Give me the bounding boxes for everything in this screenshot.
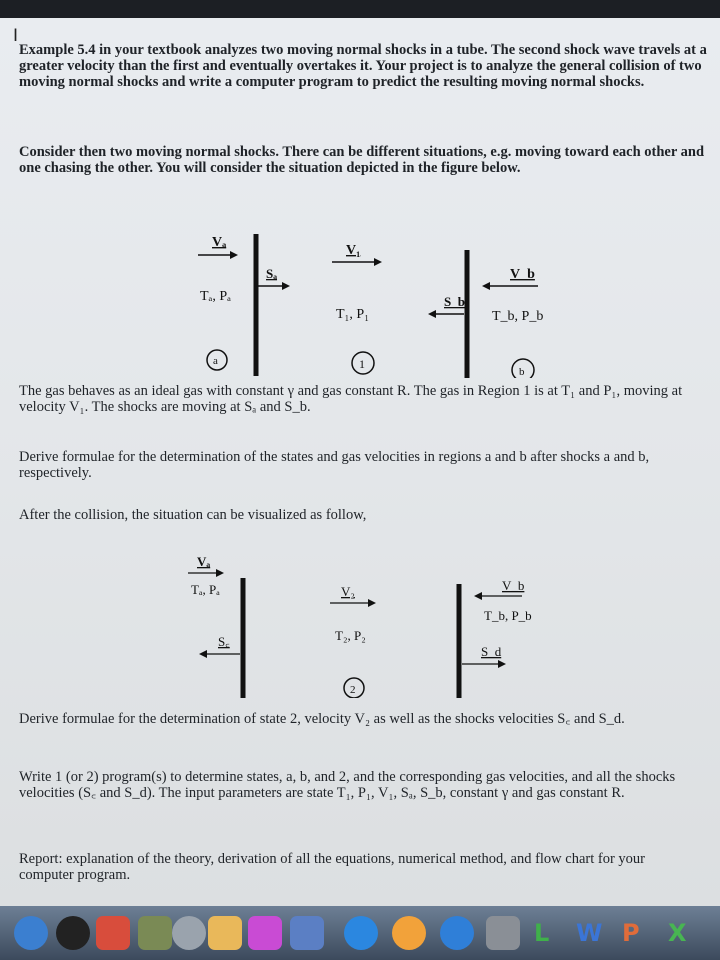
velocity-2-label: V₂ bbox=[341, 584, 355, 599]
region-2-group bbox=[330, 584, 376, 698]
ibooks-icon[interactable] bbox=[392, 916, 426, 950]
itunes-icon[interactable] bbox=[344, 916, 378, 950]
derive-states-paragraph: Derive formulae for the determination of the states and gas velocities in regions a and b after shocks a and b, respectively. bbox=[19, 449, 650, 481]
region-1-group bbox=[332, 243, 382, 374]
region-a-after-group bbox=[188, 554, 240, 658]
word-w-icon[interactable]: W bbox=[576, 919, 603, 947]
word2-icon[interactable] bbox=[486, 916, 520, 950]
state-b-after-label: T_b, P_b bbox=[484, 608, 532, 623]
report-paragraph: Report: explanation of the theory, derivation of all the equations, numerical method, and flow chart for your computer program. bbox=[19, 851, 645, 883]
state-a-after-label: Tₐ, Pₐ bbox=[191, 582, 220, 597]
region-b-group bbox=[482, 267, 543, 378]
svg-text:1: 1 bbox=[359, 357, 365, 371]
shock-a-label: Sₐ bbox=[266, 266, 278, 281]
svg-text:b: b bbox=[519, 366, 525, 378]
shock-d-label: S_d bbox=[481, 644, 502, 659]
situation-paragraph: Consider then two moving normal shocks. There can be different situations, e.g. moving toward each other and one chasing the other. You will consider the situation depicted in the figure below. bbox=[19, 144, 705, 176]
velocity-b-label: V_b bbox=[510, 267, 535, 282]
shock-b-label: S_b bbox=[444, 294, 465, 309]
state-b-label: T_b, P_b bbox=[492, 309, 544, 324]
excel-icon[interactable]: L bbox=[534, 919, 550, 947]
powerpoint-icon[interactable]: P bbox=[622, 919, 640, 947]
state-a-label: Tₐ, Pₐ bbox=[200, 289, 231, 304]
pages-icon[interactable] bbox=[208, 916, 242, 950]
intro-paragraph: Example 5.4 in your textbook analyzes two moving normal shocks in a tube. The second shock wave travels at a greater velocity than the first and eventually overtakes it. Your project is to analyze the general collision of two moving normal shocks and write a computer program to predict the resulting moving normal shocks. bbox=[19, 42, 707, 90]
velocity-b-after-label: V_b bbox=[502, 578, 525, 593]
finder-icon[interactable] bbox=[14, 916, 48, 950]
text-cursor-icon: I bbox=[13, 26, 19, 46]
word-icon[interactable] bbox=[248, 916, 282, 950]
velocity-a-after-label: Vₐ bbox=[197, 554, 211, 569]
region-a-group bbox=[198, 235, 238, 370]
derive-state2-paragraph: Derive formulae for the determination of state 2, velocity V₂ as well as the shocks velocities S꜀ and S_d. bbox=[19, 711, 625, 727]
document-page bbox=[0, 18, 720, 906]
svg-text:2: 2 bbox=[350, 684, 356, 696]
figure-after-collision bbox=[0, 548, 720, 698]
utilities-icon[interactable] bbox=[290, 916, 324, 950]
shock-c-label: S꜀ bbox=[218, 634, 230, 649]
state-2-label: T₂, P₂ bbox=[335, 628, 366, 643]
gas-assumption-paragraph: The gas behaves as an ideal gas with constant γ and gas constant R. The gas in Region 1 is at T₁ and P₁, moving at velocity V₁. The shocks are moving at Sₐ and S_b. bbox=[19, 383, 683, 415]
lync-icon[interactable] bbox=[440, 916, 474, 950]
after-collision-paragraph: After the collision, the situation can be visualized as follow, bbox=[19, 507, 367, 523]
velocity-1-label: V₁ bbox=[346, 243, 361, 258]
settings-icon[interactable] bbox=[172, 916, 206, 950]
velocity-a-label: Vₐ bbox=[212, 235, 227, 250]
x-icon[interactable]: X bbox=[668, 919, 687, 947]
dock bbox=[0, 906, 720, 960]
photos-icon[interactable] bbox=[138, 916, 172, 950]
camera-icon[interactable] bbox=[56, 916, 90, 950]
state-1-label: T₁, P₁ bbox=[336, 307, 370, 322]
figure-before-collision bbox=[0, 228, 720, 378]
region-b-after-group bbox=[462, 578, 532, 668]
calendar-icon[interactable] bbox=[96, 916, 130, 950]
program-paragraph: Write 1 (or 2) program(s) to determine states, a, b, and 2, and the corresponding gas velocities, and all the shocks velocities (S꜀ and S_d). The input parameters are state T₁, P₁, V₁, Sₐ, S_b, constant γ and gas constant R. bbox=[19, 769, 676, 801]
svg-text:a: a bbox=[213, 355, 218, 367]
